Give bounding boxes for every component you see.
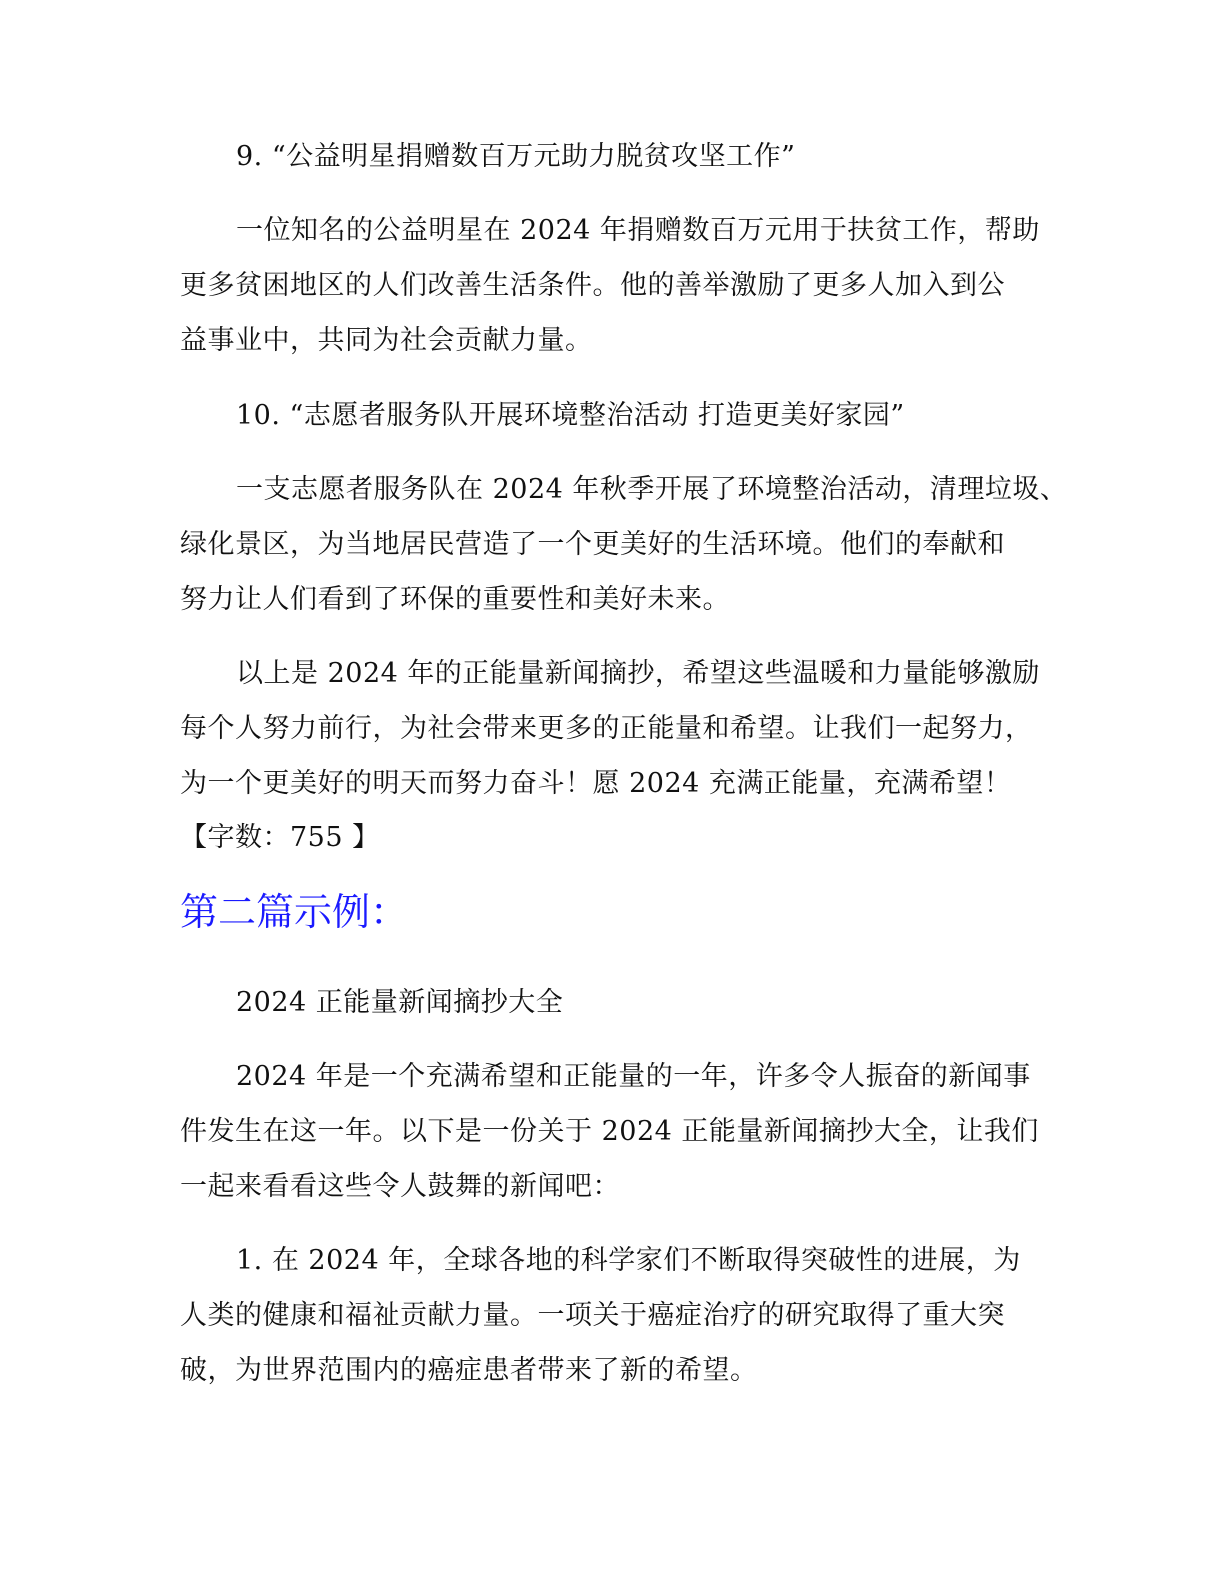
conclusion-line-2: 每个人努力前行，为社会带来更多的正能量和希望。让我们一起努力， xyxy=(180,713,1033,744)
word-count: 【字数：755 】 xyxy=(180,822,380,853)
section2-item1-line-3: 破，为世界范围内的癌症患者带来了新的希望。 xyxy=(180,1355,758,1386)
item9-line-2: 更多贫困地区的人们改善生活条件。他的善举激励了更多人加入到公 xyxy=(180,270,1005,301)
section2-heading: 第二篇示例： xyxy=(180,890,409,934)
section2-item1-line-1: 1. 在 2024 年，全球各地的科学家们不断取得突破性的进展，为 xyxy=(236,1245,1021,1276)
item10-line-3: 努力让人们看到了环保的重要性和美好未来。 xyxy=(180,584,730,615)
section2-intro-line-3: 一起来看看这些令人鼓舞的新闻吧： xyxy=(180,1171,620,1202)
item9-line-3: 益事业中，共同为社会贡献力量。 xyxy=(180,325,593,356)
section2-subtitle: 2024 正能量新闻摘抄大全 xyxy=(236,987,564,1018)
section2-intro-line-1: 2024 年是一个充满希望和正能量的一年，许多令人振奋的新闻事 xyxy=(236,1061,1031,1092)
item10-line-2: 绿化景区，为当地居民营造了一个更美好的生活环境。他们的奉献和 xyxy=(180,529,1005,560)
conclusion-line-3: 为一个更美好的明天而努力奋斗！愿 2024 充满正能量，充满希望！ xyxy=(180,768,1012,799)
section2-intro-line-2: 件发生在这一年。以下是一份关于 2024 正能量新闻摘抄大全，让我们 xyxy=(180,1116,1039,1147)
item9-line-1: 一位知名的公益明星在 2024 年捐赠数百万元用于扶贫工作，帮助 xyxy=(236,215,1040,246)
conclusion-line-1: 以上是 2024 年的正能量新闻摘抄，希望这些温暖和力量能够激励 xyxy=(236,658,1040,689)
item10-line-1: 一支志愿者服务队在 2024 年秋季开展了环境整治活动，清理垃圾、 xyxy=(236,474,1068,505)
item9-title: 9. “公益明星捐赠数百万元助力脱贫攻坚工作” xyxy=(236,141,796,172)
section2-item1-line-2: 人类的健康和福祉贡献力量。一项关于癌症治疗的研究取得了重大突 xyxy=(180,1300,1005,1331)
item10-title: 10. “志愿者服务队开展环境整治活动 打造更美好家园” xyxy=(236,400,905,431)
